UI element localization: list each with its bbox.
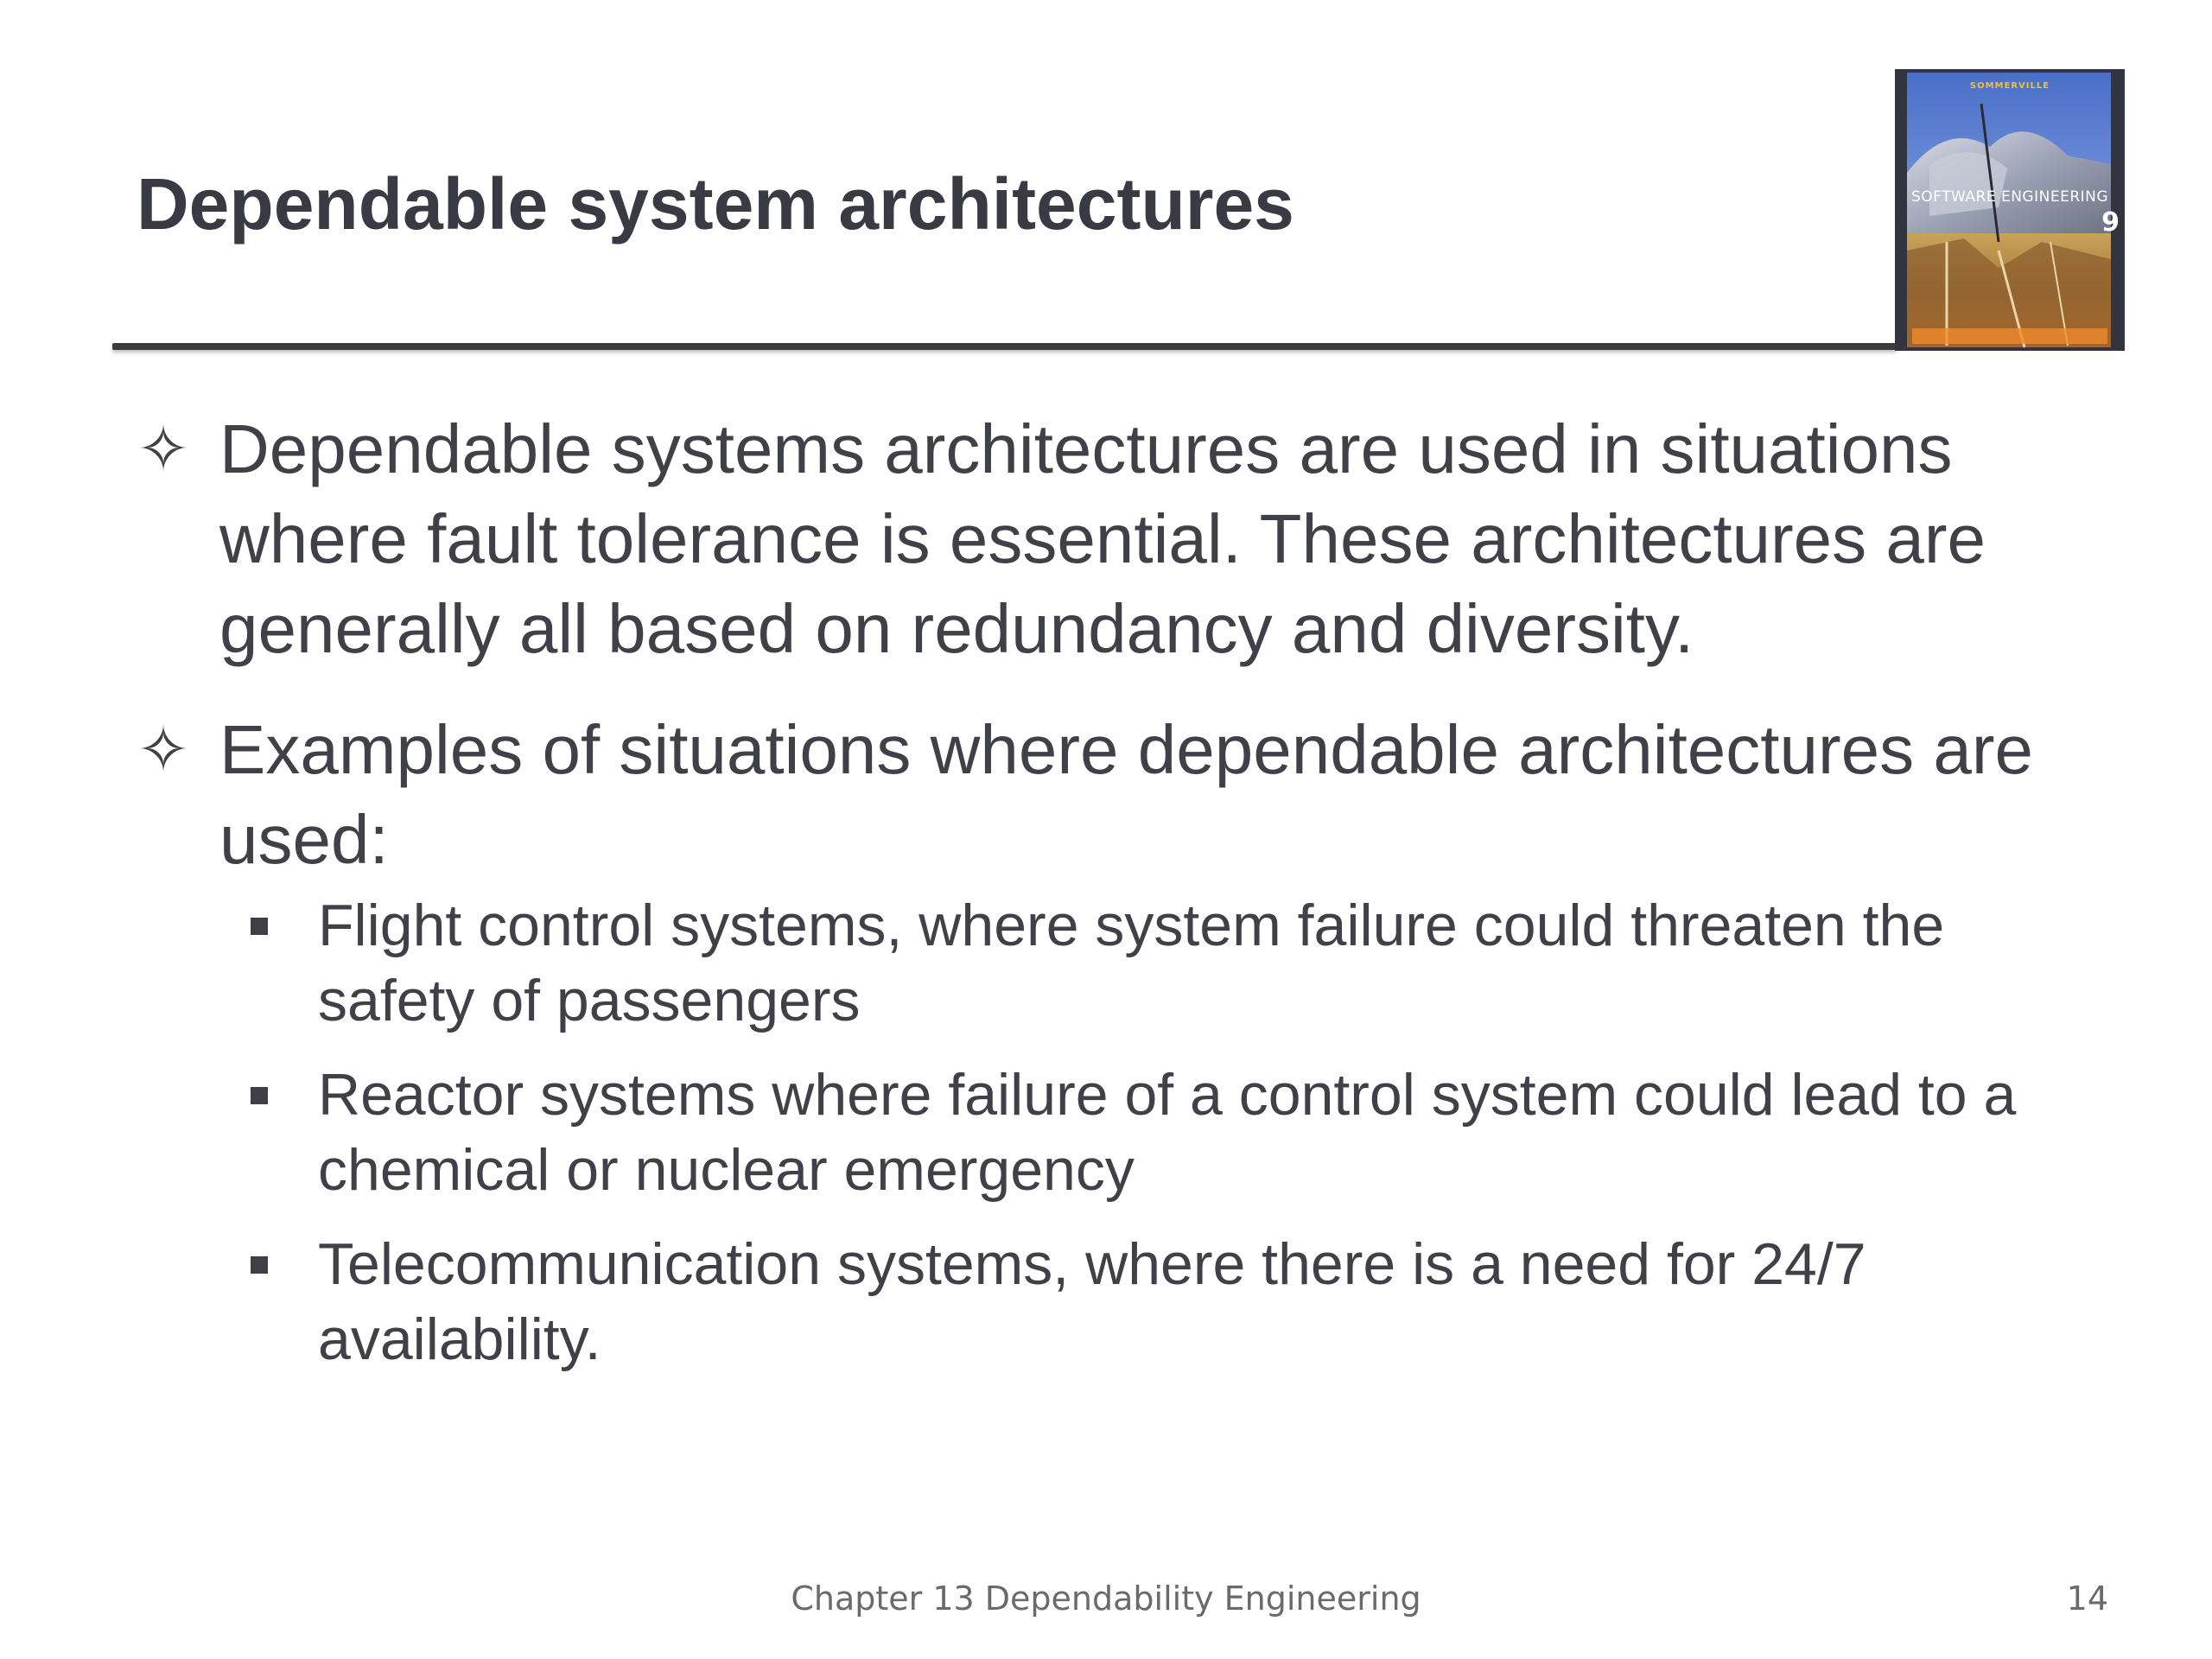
- bullet-text: Examples of situations where dependable architectures are used:: [219, 711, 2033, 878]
- footer-chapter: Chapter 13 Dependability Engineering: [791, 1580, 1421, 1618]
- sub-bullet-list: [137, 888, 2041, 1377]
- bullet-text: Dependable systems architectures are used in situations where fault tolerance is essential. These architectures are generally all based on redundancy and diversity.: [219, 410, 1986, 667]
- book-title-text: SOFTWARE ENGINEERING: [1910, 188, 2109, 206]
- sub-bullet-item: [318, 888, 2041, 1039]
- square-bullet-icon: [251, 1256, 268, 1274]
- sub-bullet-item: [318, 1058, 2041, 1208]
- sub-bullet-text: Flight control systems, where system failure could threaten the safety of passengers: [318, 893, 1945, 1033]
- square-bullet-icon: [251, 918, 268, 935]
- book-cover-art: [1895, 69, 2125, 351]
- title-divider: [112, 343, 1897, 350]
- slide-title: Dependable system architectures: [137, 163, 1294, 245]
- book-edition-text: 9: [2101, 207, 2120, 238]
- book-cover-image: [1895, 69, 2125, 351]
- four-point-star-outline-icon: ✧: [137, 714, 191, 785]
- sub-bullet-text: Telecommunication systems, where there is a need for 24/7 availability.: [318, 1231, 1866, 1372]
- square-bullet-icon: [251, 1087, 268, 1104]
- sub-bullet-item: [318, 1227, 2041, 1377]
- bullet-item: [137, 705, 2124, 1377]
- sub-bullet-text: Reactor systems where failure of a control system could lead to a chemical or nuclear emergency: [318, 1062, 2017, 1203]
- slide-body: [137, 404, 2124, 1408]
- bullet-item: [137, 404, 2124, 674]
- book-brand-text: SOMMERVILLE: [1969, 81, 2050, 91]
- page-number: 14: [2066, 1580, 2108, 1618]
- four-point-star-outline-icon: ✧: [137, 413, 191, 485]
